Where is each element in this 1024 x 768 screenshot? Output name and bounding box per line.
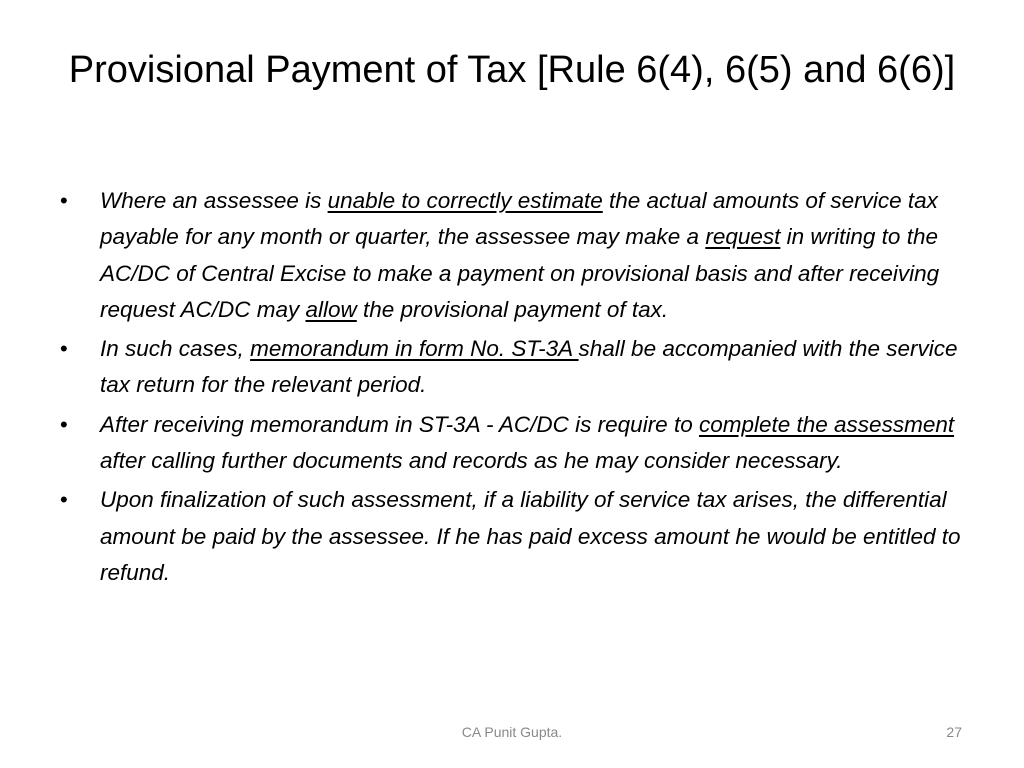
bullet-text: shall be accompanied with the service tax return for the relevant period. (100, 336, 958, 398)
bullet-item (58, 183, 970, 328)
bullet-text: after calling further documents and records as he may consider necessary. (100, 448, 843, 474)
bullet-dot-icon: • (60, 411, 68, 437)
bullet-text: in writing to the AC/DC of Central Excise to make a payment on provisional basis and after receiving request AC/DC may (100, 224, 940, 322)
bullet-item (58, 331, 970, 404)
bullet-list (58, 183, 970, 594)
emphasized-text: memorandum in form No. ST-3A (250, 336, 579, 362)
slide-footer (0, 724, 1024, 746)
emphasized-text: allow (305, 296, 357, 322)
bullet-text: Upon finalization of such assessment, if a liability of service tax arises, the differential amount be paid by the assessee. If he has paid excess amount he would be entitled to refund. (100, 487, 961, 585)
bullet-text: Where an assessee is (100, 188, 328, 213)
bullet-text: the provisional payment of tax. (356, 296, 669, 322)
emphasized-text: unable to correctly estimate (327, 188, 603, 213)
slide-title: Provisional Payment of Tax [Rule 6(4), 6(5) and 6(6)] (68, 49, 956, 91)
bullet-text: After receiving memorandum in ST-3A - AC/DC is require to (100, 411, 699, 437)
bullet-item (58, 407, 970, 480)
bullet-text: In such cases, (100, 336, 251, 362)
bullet-text: the actual amounts of service tax payable for any month or quarter, the assessee may make a (100, 188, 938, 250)
emphasized-text: complete the assessment (698, 411, 955, 437)
bullet-item (58, 482, 970, 591)
bullet-dot-icon: • (60, 336, 68, 362)
bullet-dot-icon: • (60, 188, 68, 213)
page-number: 27 (946, 724, 962, 740)
bullet-dot-icon: • (60, 487, 68, 513)
emphasized-text: request (705, 224, 781, 250)
footer-author: CA Punit Gupta. (461, 724, 563, 740)
